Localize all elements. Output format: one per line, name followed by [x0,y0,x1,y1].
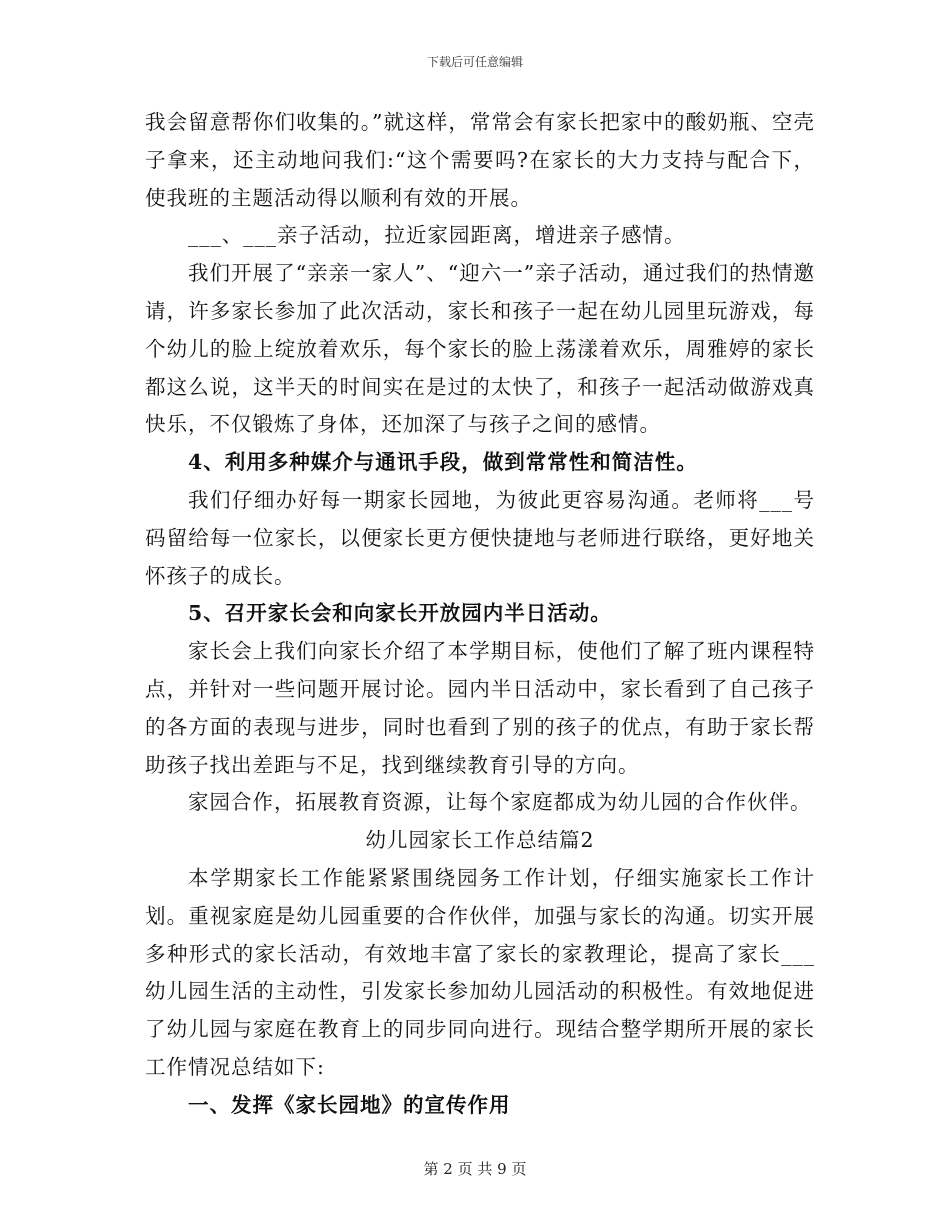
header-note: 下载后可任意编辑 [426,55,523,69]
heading-media-communication: 4、利用多种媒介与通讯手段，做到常常性和简洁性。 [188,450,698,475]
paragraph-cooperation: 家园合作，拓展教育资源，让每个家庭都成为幼儿园的合作伙伴。 [188,790,812,815]
page-number: 第 2 页 共 9 页 [423,1160,527,1178]
paragraph-parent-meeting: 家长会上我们向家长介绍了本学期目标，使他们了解了班内课程特点，并针对一些问题开展讨论。园内半日活动中，家长看到了自己孩子的各方面的表现与进步，同时也看到了别的孩子的优点，有助于家长帮助孩子找出差距与不足，找到继续教育引导的方向。 [145,639,815,777]
paragraph-parent-child-activity: ___、___亲子活动，拉近家园距离，增进亲子感情。 [188,223,686,248]
paragraph-continued: 我会留意帮你们收集的。”就这样，常常会有家长把家中的酸奶瓶、空壳子拿来，还主动地问我们:“这个需要吗?在家长的大力支持与配合下，使我班的主题活动得以顺利有效的开展。 [145,110,815,210]
paragraph-activity-description: 我们开展了“亲亲一家人”、“迎六一”亲子活动，通过我们的热情邀请，许多家长参加了此次活动，家长和孩子一起在幼儿园里玩游戏，每个幼儿的脸上绽放着欢乐，每个家长的脸上荡漾着欢乐，周雅婷的家长都这么说，这半天的时间实在是过的太快了，和孩子一起活动做游戏真快乐，不仅锻炼了身体，还加深了与孩子之间的感情。 [145,261,815,437]
section-title: 幼儿园家长工作总结篇2 [365,828,595,853]
heading-parent-meeting: 5、召开家长会和向家长开放园内半日活动。 [188,601,612,626]
paragraph-parent-garden: 我们仔细办好每一期家长园地，为彼此更容易沟通。老师将___号码留给每一位家长，以便家长更方便快捷地与老师进行联络，更好地关怀孩子的成长。 [145,487,815,588]
document-body [145,104,815,1125]
paragraph-summary-intro: 本学期家长工作能紧紧围绕园务工作计划，仔细实施家长工作计划。重视家庭是幼儿园重要的合作伙伴，加强与家长的沟通。切实开展多种形式的家长活动，有效地丰富了家长的家教理论，提高了家长___幼儿园生活的主动性，引发家长参加幼儿园活动的积极性。有效地促进了幼儿园与家庭在教育上的同步同向进行。现结合整学期所开展的家长工作情况总结如下: [145,865,815,1079]
heading-parent-garden-role: 一、发挥《家长园地》的宣传作用 [188,1092,511,1117]
